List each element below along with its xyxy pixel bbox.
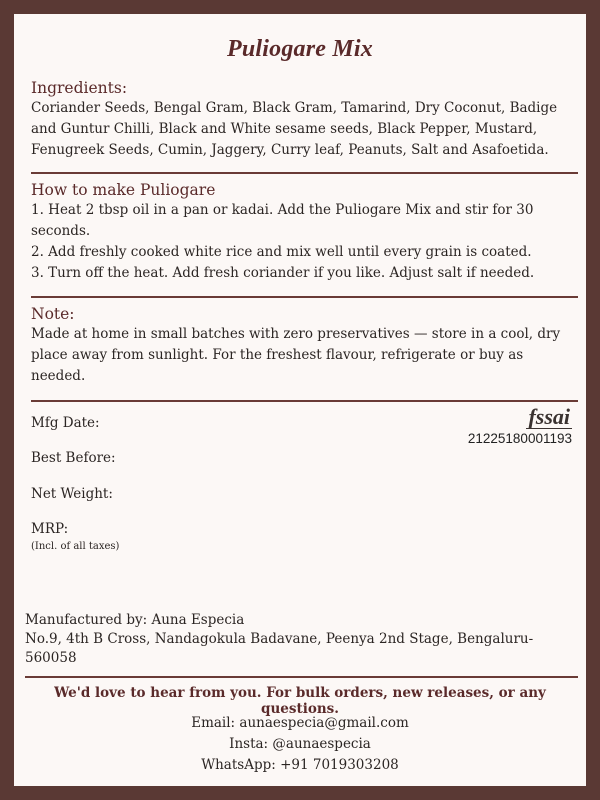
divider <box>25 676 578 678</box>
mrp-tax-note: (Incl. of all taxes) <box>31 541 120 552</box>
how-to-heading: How to make Puliogare <box>31 181 216 199</box>
ingredients-section <box>31 78 576 161</box>
note-heading: Note: <box>31 305 75 323</box>
fssai-logo: fssai <box>528 404 570 429</box>
how-to-section <box>31 180 576 284</box>
contact-whatsapp: WhatsApp: +91 7019303208 <box>201 757 399 773</box>
manufacturer-address: No.9, 4th B Cross, Nandagokula Badavane, Peenya 2nd Stage, Bengaluru-560058 <box>25 631 534 666</box>
ingredients-heading: Ingredients: <box>31 79 128 97</box>
note-section <box>31 304 576 387</box>
fssai-license-number: 21225180001193 <box>467 431 572 446</box>
divider <box>31 400 578 402</box>
contact-email: Email: aunaespecia@gmail.com <box>191 715 409 731</box>
product-label <box>14 14 586 786</box>
ingredients-text: Coriander Seeds, Bengal Gram, Black Gram, Tamarind, Dry Coconut, Badige and Guntur Chilli, Black and White sesame seeds, Black Pepper, Mustard, Fenugreek Seeds, Cumin, Jaggery, Curry leaf, Peanuts, Salt and Asafoetida. <box>31 100 558 158</box>
net-weight-label: Net Weight: <box>31 486 113 502</box>
best-before-label: Best Before: <box>31 450 116 466</box>
fssai-block <box>462 406 572 446</box>
step-3: 3. Turn off the heat. Add fresh coriander if you like. Adjust salt if needed. <box>31 265 535 281</box>
step-2: 2. Add freshly cooked white rice and mix well until every grain is coated. <box>31 244 532 260</box>
divider <box>31 296 578 298</box>
divider <box>31 172 578 174</box>
contact-heading: We'd love to hear from you. For bulk orders, new releases, or any questions. <box>54 685 546 717</box>
contact-instagram: Insta: @aunaespecia <box>229 736 371 752</box>
manufacturer-name: Manufactured by: Auna Especia <box>25 612 245 628</box>
mfg-date-label: Mfg Date: <box>31 415 100 431</box>
step-1: 1. Heat 2 tbsp oil in a pan or kadai. Add the Puliogare Mix and stir for 30 seconds. <box>31 202 534 239</box>
note-text: Made at home in small batches with zero preservatives — store in a cool, dry place away from sunlight. For the freshest flavour, refrigerate or buy as needed. <box>31 326 561 384</box>
product-title: Puliogare Mix <box>227 36 373 62</box>
mrp-label: MRP: <box>31 521 69 537</box>
